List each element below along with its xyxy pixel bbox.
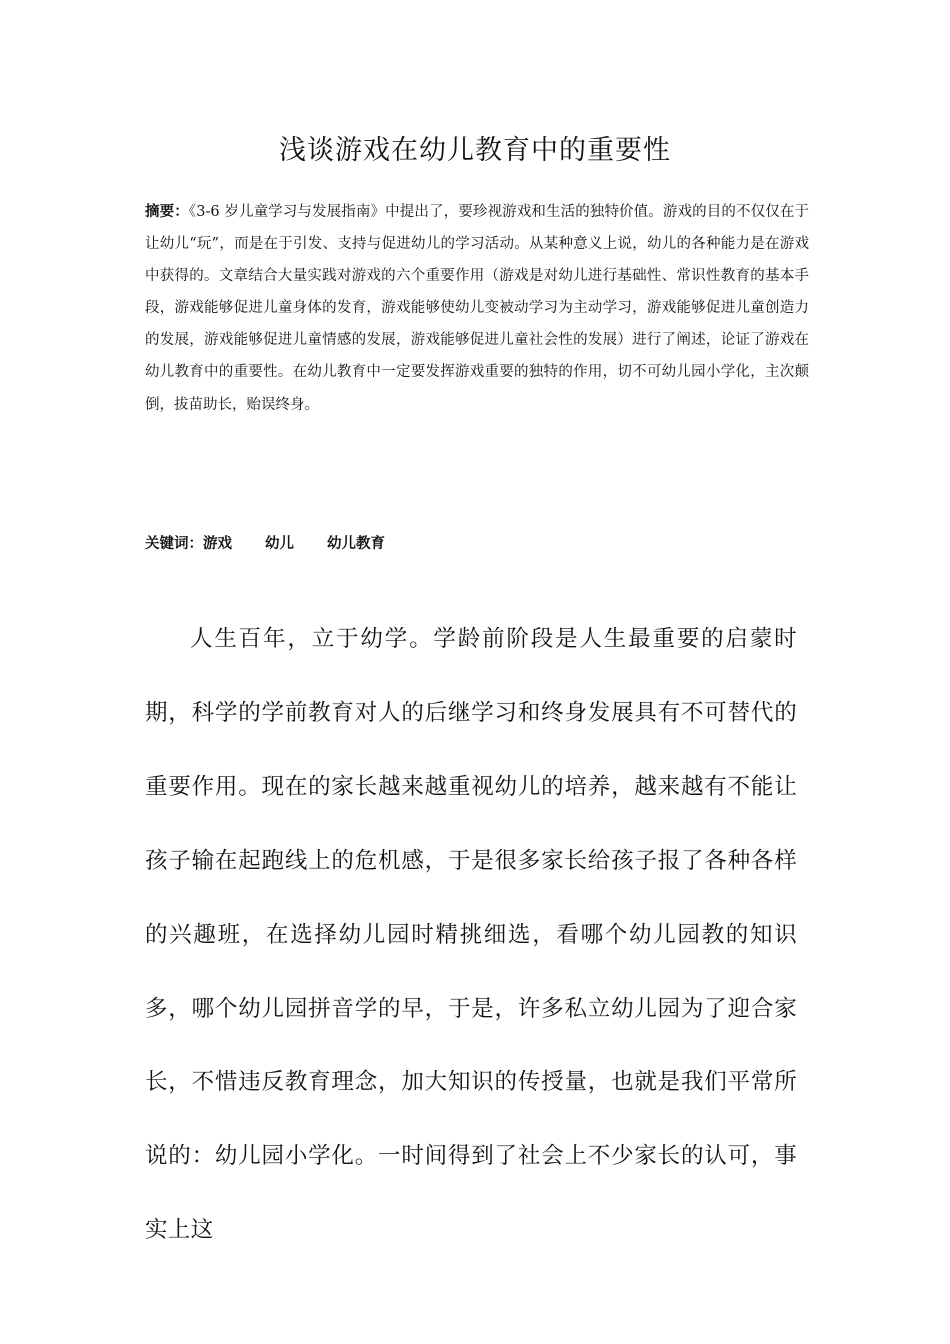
keywords-line [145, 530, 809, 558]
abstract-paragraph [145, 196, 809, 421]
keyword-item: 幼儿 [265, 536, 294, 552]
abstract-label: 摘要： [145, 204, 189, 220]
body-paragraph: 人生百年，立于幼学。学龄前阶段是人生最重要的启蒙时期，科学的学前教育对人的后继学习和终身发展具有不可替代的重要作用。现在的家长越来越重视幼儿的培养，越来越有不能让孩子输在起跑线上的危机感，于是很多家长给孩子报了各种各样的兴趣班，在选择幼儿园时精挑细选，看哪个幼儿园教的知识多，哪个幼儿园拼音学的早，于是，许多私立幼儿园为了迎合家长，不惜违反教育理念，加大知识的传授量，也就是我们平常所说的：幼儿园小学化。一时间得到了社会上不少家长的认可，事实上这 [145, 626, 797, 1244]
keyword-item: 幼儿教育 [327, 536, 385, 552]
keyword-item: 游戏 [203, 536, 232, 552]
abstract-text: 《3-6 岁儿童学习与发展指南》中提出了，要珍视游戏和生活的独特价值。游戏的目的不仅仅在于让幼儿“玩”，而是在于引发、支持与促进幼儿的学习活动。从某种意义上说，幼儿的各种能力是在游戏中获得的。文章结合大量实践对游戏的六个重要作用（游戏是对幼儿进行基础性、常识性教育的基本手段，游戏能够促进儿童身体的发育，游戏能够使幼儿变被动学习为主动学习，游戏能够促进儿童创造力的发展，游戏能够促进儿童情感的发展，游戏能够促进儿童社会性的发展）进行了阐述，论证了游戏在幼儿教育中的重要性。在幼儿教育中一定要发挥游戏重要的独特的作用，切不可幼儿园小学化，主次颠倒，拔苗助长，贻误终身。 [145, 204, 810, 413]
keywords-label: 关键词： [145, 536, 203, 552]
document-title: 浅谈游戏在幼儿教育中的重要性 [279, 135, 671, 166]
